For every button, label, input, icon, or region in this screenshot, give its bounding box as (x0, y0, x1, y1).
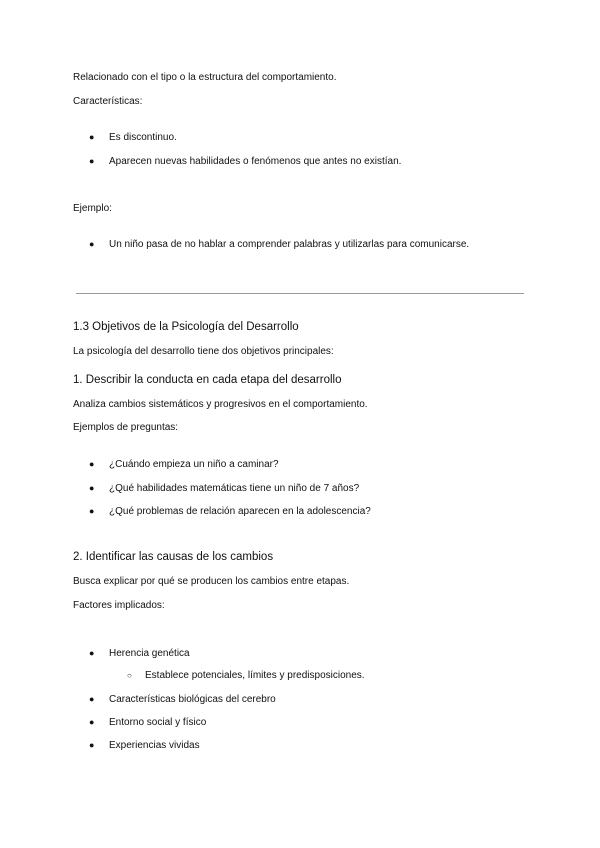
section-intro: La psicología del desarrollo tiene dos objetivos principales: (73, 346, 334, 357)
list-item: ● Características biológicas del cerebro (89, 694, 276, 705)
preguntas-label: Ejemplos de preguntas: (73, 422, 179, 433)
section-title: 1.3 Objetivos de la Psicología del Desarrollo (73, 321, 299, 333)
intro-text: Relacionado con el tipo o la estructura del comportamiento. (73, 72, 337, 83)
objective-1-desc: Analiza cambios sistemáticos y progresivos en el comportamiento. (73, 399, 368, 410)
list-item: ● Entorno social y físico (89, 717, 207, 728)
list-item: ● ¿Qué habilidades matemáticas tiene un niño de 7 años? (89, 483, 360, 494)
list-item: ● ¿Cuándo empieza un niño a caminar? (89, 459, 279, 470)
list-item: ● Experiencias vividas (89, 740, 200, 751)
factores-label: Factores implicados: (73, 600, 165, 611)
bullet-icon: ● (89, 156, 95, 166)
bullet-icon: ● (89, 740, 95, 750)
bullet-icon: ● (89, 717, 95, 727)
objective-2-desc: Busca explicar por qué se producen los cambios entre etapas. (73, 576, 350, 587)
objective-1-heading: 1. Describir la conducta en cada etapa del desarrollo (73, 374, 342, 386)
bullet-icon: ● (89, 483, 95, 493)
hollow-bullet-icon: ○ (127, 671, 132, 680)
bullet-icon: ● (89, 239, 95, 249)
bullet-icon: ● (89, 694, 95, 704)
list-item: ● Herencia genética (89, 648, 190, 659)
list-item: ● Un niño pasa de no hablar a comprender palabras y utilizarlas para comunicarse. (89, 239, 470, 250)
ejemplo-label: Ejemplo: (73, 203, 112, 214)
objective-2-heading: 2. Identificar las causas de los cambios (73, 551, 274, 563)
caracteristicas-label: Características: (73, 96, 143, 107)
bullet-icon: ● (89, 132, 95, 142)
bullet-icon: ● (89, 506, 95, 516)
horizontal-divider (76, 293, 524, 294)
list-item: ● Aparecen nuevas habilidades o fenómenos que antes no existían. (89, 156, 402, 167)
list-item: ● Es discontinuo. (89, 132, 177, 143)
list-item: ● ¿Qué problemas de relación aparecen en la adolescencia? (89, 506, 371, 517)
bullet-icon: ● (89, 648, 95, 658)
bullet-icon: ● (89, 459, 95, 469)
sub-list-item: ○ Establece potenciales, límites y predisposiciones. (127, 670, 365, 681)
